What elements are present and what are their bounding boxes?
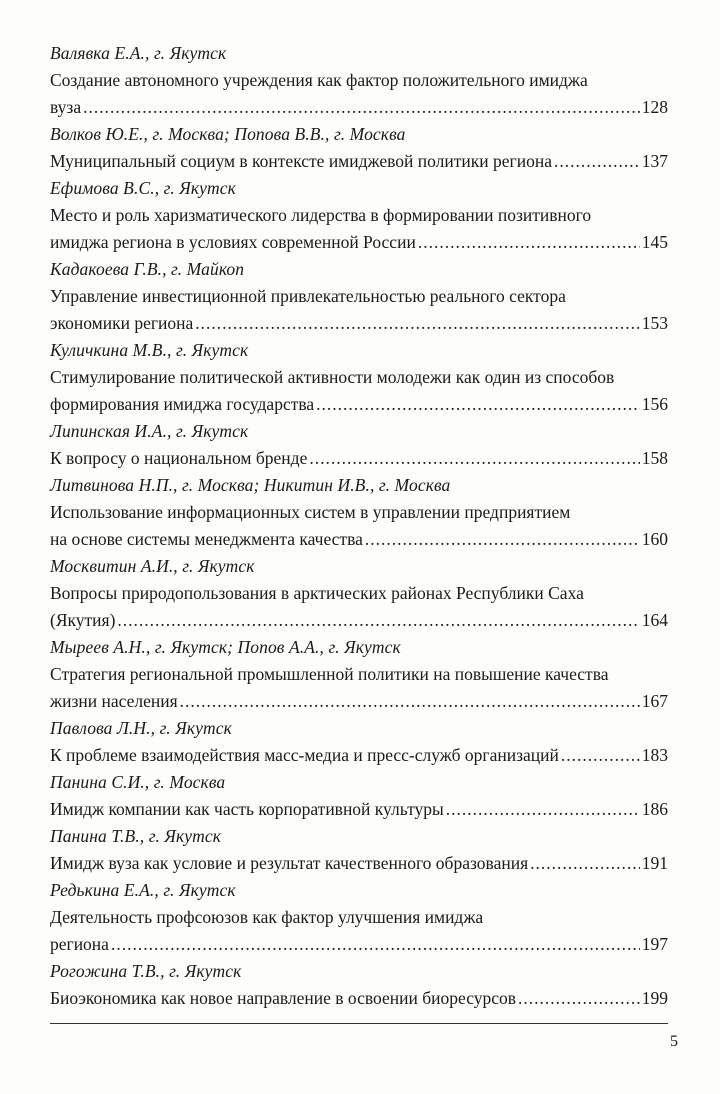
dot-leader (117, 607, 639, 634)
dot-leader (180, 688, 640, 715)
dot-leader (83, 94, 640, 121)
toc-entry-page-number: 137 (641, 151, 668, 171)
toc-entry-author: Липинская И.А., г. Якутск (50, 421, 249, 441)
dot-leader (309, 445, 639, 472)
dot-leader (365, 526, 640, 553)
footer-rule (50, 1023, 668, 1024)
toc-entry-title-text: К проблеме взаимодействия масс-медиа и пресс-служб организаций (50, 745, 559, 765)
toc-entry-page-number: 128 (641, 97, 668, 117)
dot-leader (530, 850, 640, 877)
toc-entry-author: Рогожина Т.В., г. Якутск (50, 961, 242, 981)
toc-entry-author: Павлова Л.Н., г. Якутск (50, 718, 232, 738)
toc-entry-author: Валявка Е.А., г. Якутск (50, 43, 227, 63)
toc-entry-page-number: 153 (641, 313, 668, 333)
toc-entry-page-number: 199 (641, 988, 668, 1008)
toc-entry-page-number: 183 (641, 745, 668, 765)
page-number: 5 (670, 1033, 678, 1050)
toc-entry-title-final-line (50, 229, 668, 256)
toc-entry-title-text: формирования имиджа государства (50, 394, 315, 414)
toc-entry-title-text: Имидж компании как часть корпоративной культуры (50, 799, 444, 819)
toc-entry-author: Волков Ю.Е., г. Москва; Попова В.В., г. Москва (50, 124, 406, 144)
toc-entry-title-final-line (50, 931, 668, 958)
toc-entry (50, 553, 668, 634)
toc-entry-title-text: на основе системы менеджмента качества (50, 529, 363, 549)
toc-entry (50, 121, 668, 175)
toc-entry-title-line: Стимулирование политической активности молодежи как один из способов (50, 367, 615, 387)
toc-entry-title-line: Деятельность профсоюзов как фактор улучшения имиджа (50, 907, 484, 927)
toc-entry (50, 337, 668, 418)
toc-entry-author: Кадакоева Г.В., г. Майкоп (50, 259, 245, 279)
toc-entry-title-line: Создание автономного учреждения как фактор положительного имиджа (50, 70, 588, 90)
toc-entry (50, 958, 668, 1012)
toc-entry-title-text: вуза (50, 97, 82, 117)
toc-entry-title-line: Стратегия региональной промышленной политики на повышение качества (50, 664, 609, 684)
toc-entry-title-line: Вопросы природопользования в арктических районах Республики Саха (50, 583, 584, 603)
toc-entry-author: Мыреев А.Н., г. Якутск; Попов А.А., г. Якутск (50, 637, 401, 657)
toc-entry-author: Панина С.И., г. Москва (50, 772, 226, 792)
toc-entry-page-number: 145 (641, 232, 668, 252)
toc-entry-title-final-line (50, 742, 668, 769)
toc-entry-title-final-line (50, 445, 668, 472)
toc-entry-title-text: региона (50, 934, 109, 954)
toc-entry-page-number: 191 (641, 853, 668, 873)
toc-entry-title-line: Использование информационных систем в управлении предприятием (50, 502, 571, 522)
toc-entry (50, 175, 668, 256)
dot-leader (418, 229, 640, 256)
toc-entry-title-line: Управление инвестиционной привлекательностью реального сектора (50, 286, 566, 306)
toc-entry-author: Литвинова Н.П., г. Москва; Никитин И.В., г. Москва (50, 475, 451, 495)
toc-entry-title-final-line (50, 985, 668, 1012)
toc-entry-author: Москвитин А.И., г. Якутск (50, 556, 255, 576)
dot-leader (446, 796, 640, 823)
toc-entry-title-final-line (50, 607, 668, 634)
toc-entry (50, 877, 668, 958)
toc-entry (50, 40, 668, 121)
table-of-contents (50, 40, 668, 1012)
toc-entry-title-text: (Якутия) (50, 610, 116, 630)
dot-leader (561, 742, 640, 769)
toc-entry (50, 256, 668, 337)
toc-entry-title-text: Биоэкономика как новое направление в освоении биоресурсов (50, 988, 517, 1008)
toc-entry-page-number: 167 (641, 691, 668, 711)
toc-entry-title-final-line (50, 391, 668, 418)
toc-entry-title-text: имиджа региона в условиях современной России (50, 232, 416, 252)
dot-leader (554, 148, 640, 175)
toc-entry-title-final-line (50, 148, 668, 175)
toc-entry-title-final-line (50, 94, 668, 121)
toc-entry (50, 715, 668, 769)
toc-entry-author: Куличкина М.В., г. Якутск (50, 340, 249, 360)
toc-entry-page-number: 156 (641, 394, 668, 414)
toc-entry-page-number: 197 (641, 934, 668, 954)
toc-entry-page-number: 160 (641, 529, 668, 549)
dot-leader (316, 391, 640, 418)
toc-entry (50, 634, 668, 715)
toc-entry-page-number: 186 (641, 799, 668, 819)
toc-entry-title-final-line (50, 850, 668, 877)
toc-entry (50, 472, 668, 553)
toc-entry-title-final-line (50, 526, 668, 553)
toc-entry-title-final-line (50, 688, 668, 715)
toc-entry-title-final-line (50, 796, 668, 823)
toc-entry-title-text: К вопросу о национальном бренде (50, 448, 308, 468)
toc-entry-title-text: Имидж вуза как условие и результат качественного образования (50, 853, 529, 873)
toc-entry-author: Редькина Е.А., г. Якутск (50, 880, 236, 900)
toc-entry-title-text: Муниципальный социум в контексте имиджевой политики региона (50, 151, 552, 171)
toc-entry-author: Ефимова В.С., г. Якутск (50, 178, 236, 198)
toc-entry-title-line: Место и роль харизматического лидерства в формировании позитивного (50, 205, 592, 225)
toc-entry-title-final-line (50, 310, 668, 337)
toc-entry-title-text: жизни населения (50, 691, 178, 711)
toc-entry-page-number: 158 (641, 448, 668, 468)
toc-entry-title-text: экономики региона (50, 313, 194, 333)
dot-leader (195, 310, 639, 337)
toc-entry-author: Панина Т.В., г. Якутск (50, 826, 222, 846)
toc-entry-page-number: 164 (641, 610, 668, 630)
dot-leader (111, 931, 640, 958)
toc-entry (50, 769, 668, 823)
toc-entry (50, 418, 668, 472)
dot-leader (518, 985, 640, 1012)
toc-entry (50, 823, 668, 877)
